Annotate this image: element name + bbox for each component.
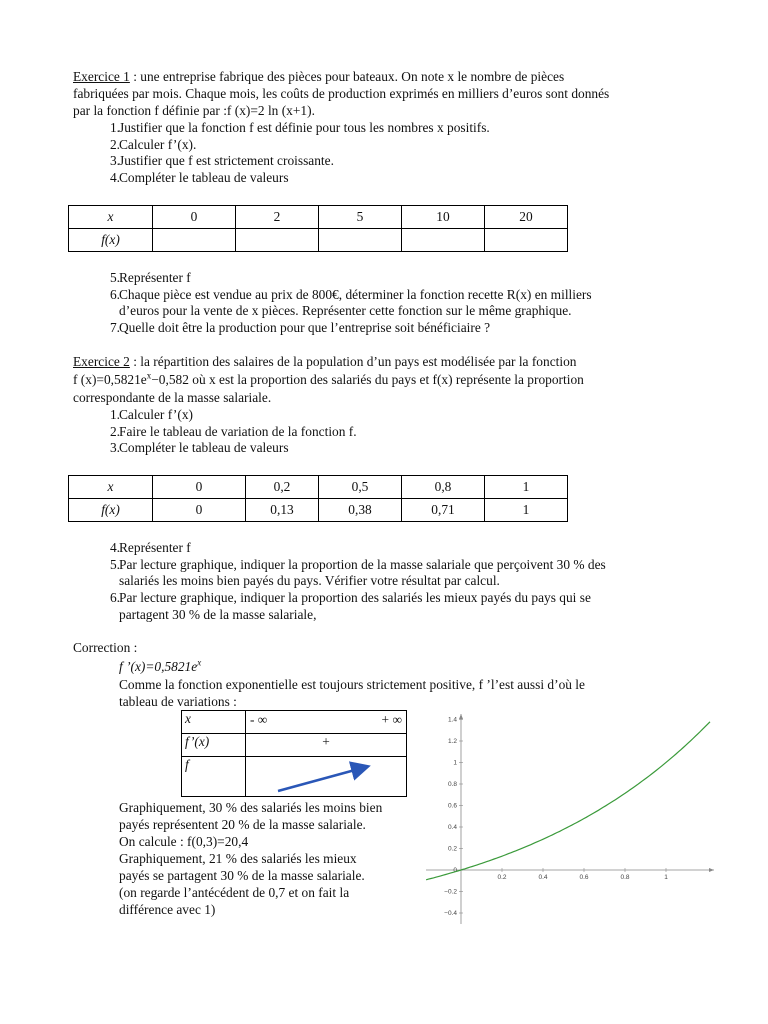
table-cell: f(x)	[69, 499, 153, 522]
list-item: Quelle doit être la production pour que l’entreprise soit bénéficiaire ?	[119, 320, 491, 336]
table-cell: 0	[153, 499, 246, 522]
table-cell	[246, 711, 407, 734]
table-row	[69, 229, 568, 252]
table-cell: 0,71	[402, 499, 485, 522]
correction-text-line: On calcule : f(0,3)=20,4	[119, 834, 249, 849]
correction-title: Correction :	[73, 640, 138, 655]
list-item: Représenter f	[119, 270, 191, 285]
list-item-number: 3.	[109, 153, 120, 169]
y-tick-label: 1.2	[447, 738, 457, 745]
list-item: Justifier que f est strictement croissante.	[119, 153, 334, 169]
table-cell	[485, 229, 568, 252]
x-tick-label: 0.8	[620, 874, 630, 881]
list-item-number: 2.	[109, 136, 120, 152]
table-cell: 1	[485, 499, 568, 522]
ex1-title: Exercice 1	[73, 69, 130, 84]
table-cell	[319, 229, 402, 252]
y-tick-label: 0.8	[447, 781, 457, 788]
x-tick-label: 1	[664, 874, 668, 881]
list-item-number: 6.	[109, 286, 120, 302]
table-row	[182, 711, 407, 734]
list-item-number: 1.	[109, 407, 120, 422]
x-tick-label: 0.2	[497, 874, 507, 881]
ex2-intro-line2: f $(x)=0,5821e^x-0,582$ où x est la proportion des salariés du pays et f(x) représente la proportion	[73, 370, 584, 387]
table-cell: f(x)	[69, 229, 153, 252]
table-cell: x	[69, 476, 153, 499]
table-cell: 2	[236, 206, 319, 229]
list-item: Par lecture graphique, indiquer la proportion des salariés les mieux payés du pays qui se	[119, 590, 591, 606]
correction-line1: Comme la fonction exponentielle est toujours strictement positive, f ’l’est aussi d’où le	[119, 677, 585, 692]
list-item: Chaque pièce est vendue au prix de 800€, déterminer la fonction recette R(x) en milliers	[119, 286, 592, 302]
correction-line2: tableau de variations :	[119, 694, 237, 709]
list-item-number: 4.	[109, 540, 120, 555]
list-item: Représenter f	[119, 540, 191, 555]
table-cell: 0,8	[402, 476, 485, 499]
x-tick-label: 0.4	[538, 874, 548, 881]
ex1-intro-line1: Exercice 1 : une entreprise fabrique des pièces pour bateaux. On note x le nombre de pièces	[73, 69, 565, 84]
table-cell: f	[182, 757, 246, 797]
list-item: d’euros pour la vente de x pièces. Représenter cette fonction sur le même graphique.	[119, 303, 572, 319]
table-cell: 5	[319, 206, 402, 229]
list-item: Compléter le tableau de valeurs	[119, 440, 289, 456]
y-tick-label: 1	[453, 759, 457, 767]
correction-text-line: différence avec 1)	[119, 902, 216, 917]
correction-text-line: Graphiquement, 30 % des salariés les moins bien	[119, 800, 383, 815]
minus-infinity: - ∞	[250, 712, 268, 727]
correction-text-line: Graphiquement, 21 % des salariés les mieux	[119, 851, 357, 866]
ex1-intro-line3: par la fonction f définie par :f (x)=2 ln (x+1).	[73, 103, 315, 118]
list-item: Compléter le tableau de valeurs	[119, 170, 289, 186]
list-item-number: 3.	[109, 440, 120, 456]
y-tick-label: 0.6	[447, 802, 457, 810]
table-cell: 0,38	[319, 499, 402, 522]
ex2-intro-line1: Exercice 2 : la répartition des salaires de la population d’un pays est modélisée par la fonction	[73, 354, 577, 369]
table-cell	[236, 229, 319, 252]
table-cell: 0,13	[246, 499, 319, 522]
list-item-number: 7.	[109, 320, 120, 336]
y-tick-label: 0.2	[447, 845, 457, 853]
table-cell: 1	[485, 476, 568, 499]
function-graph	[424, 712, 714, 924]
list-item: Faire le tableau de variation de la fonction f.	[119, 423, 357, 439]
list-item-number: 5.	[109, 556, 120, 572]
table-cell: 0,2	[246, 476, 319, 499]
list-item-number: 2.	[109, 423, 120, 439]
ex2-value-table	[68, 475, 568, 522]
plus-infinity: + ∞	[381, 712, 402, 727]
y-tick-label: 1.4	[447, 716, 457, 724]
list-item-number: 6.	[109, 590, 120, 606]
list-item: Calculer f’(x)	[119, 407, 193, 422]
table-row	[69, 499, 568, 522]
list-item-number: 1.	[109, 120, 120, 135]
list-item: partagent 30 % de la masse salariale,	[119, 606, 317, 622]
table-row	[69, 476, 568, 499]
table-cell: 10	[402, 206, 485, 229]
y-tick-label: 0.4	[447, 824, 457, 831]
list-item-number: 4.	[109, 170, 120, 186]
correction-text-line: (on regarde l’antécédent de 0,7 et on fait la	[119, 885, 350, 900]
x-tick-label: 0.6	[579, 874, 589, 881]
list-item-number: 5.	[109, 270, 120, 285]
table-cell: x	[182, 711, 246, 734]
ex2-intro-line3: correspondante de la masse salariale.	[73, 390, 272, 405]
ex1-intro-line2: fabriquées par mois. Chaque mois, les coûts de production exprimés en milliers d’euros sont donnés	[73, 86, 610, 101]
list-item: Par lecture graphique, indiquer la proportion de la masse salariale que perçoivent 30 % des	[119, 556, 606, 572]
y-tick-label: 0	[453, 867, 457, 874]
table-cell: 0	[153, 206, 236, 229]
table-cell	[246, 757, 407, 797]
table-row	[69, 206, 568, 229]
ex1-value-table	[68, 205, 568, 252]
table-row	[182, 734, 407, 757]
table-row	[182, 757, 407, 797]
correction-text-line: payés se partagent 30 % de la masse salariale.	[119, 868, 365, 883]
table-cell: x	[69, 206, 153, 229]
y-tick-label: −0.2	[444, 888, 457, 896]
table-cell: 0,5	[319, 476, 402, 499]
variation-table	[181, 710, 407, 797]
table-cell: 20	[485, 206, 568, 229]
y-tick-label: −0.4	[444, 910, 457, 917]
list-item: Calculer f’(x).	[119, 136, 197, 152]
ex2-title: Exercice 2	[73, 354, 130, 369]
list-item: salariés les moins bien payés du pays. Vérifier votre résultat par calcul.	[119, 573, 500, 589]
table-cell: +	[246, 734, 407, 757]
increasing-arrow-icon	[246, 757, 407, 797]
table-cell	[402, 229, 485, 252]
table-cell	[153, 229, 236, 252]
correction-derivative: f $’(x)=0,5821e^x$	[119, 657, 202, 674]
table-cell: 0	[153, 476, 246, 499]
list-item: Justifier que la fonction f est définie pour tous les nombres x positifs.	[119, 120, 490, 135]
correction-text-line: payés représentent 20 % de la masse salariale.	[119, 817, 366, 832]
table-cell: f’(x)	[182, 734, 246, 757]
